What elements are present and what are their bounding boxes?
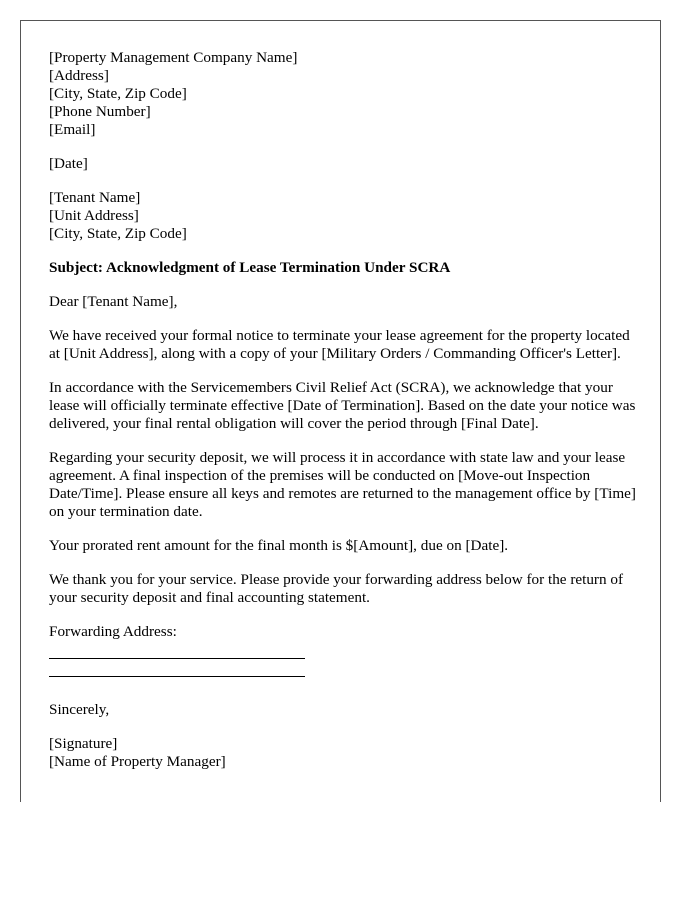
recipient-unit-address: [Unit Address] bbox=[49, 207, 139, 224]
closing-block bbox=[49, 701, 639, 719]
forwarding-address-section bbox=[49, 623, 639, 677]
date-block bbox=[49, 155, 639, 173]
letter-page bbox=[20, 20, 661, 802]
letter-date: [Date] bbox=[49, 155, 88, 172]
sender-email: [Email] bbox=[49, 121, 96, 138]
forwarding-address-line-1 bbox=[49, 641, 305, 659]
sender-company: [Property Management Company Name] bbox=[49, 49, 298, 66]
signature-block bbox=[49, 735, 639, 771]
closing: Sincerely, bbox=[49, 701, 110, 718]
manager-name: [Name of Property Manager] bbox=[49, 753, 226, 770]
paragraph-prorated-rent: Your prorated rent amount for the final month is $[Amount], due on [Date]. bbox=[49, 537, 509, 554]
signature-placeholder: [Signature] bbox=[49, 735, 118, 752]
sender-city-state-zip: [City, State, Zip Code] bbox=[49, 85, 187, 102]
forwarding-address-label: Forwarding Address: bbox=[49, 623, 177, 640]
paragraph-notice-received: We have received your formal notice to terminate your lease agreement for the property located at [Unit Address], along with a copy of your [Military Orders / Commanding Officer's Letter]. bbox=[49, 327, 630, 362]
sender-phone: [Phone Number] bbox=[49, 103, 151, 120]
subject-line: Subject: Acknowledgment of Lease Termination Under SCRA bbox=[49, 259, 451, 276]
recipient-name: [Tenant Name] bbox=[49, 189, 141, 206]
sender-block bbox=[49, 49, 639, 139]
paragraph-thank-you: We thank you for your service. Please provide your forwarding address below for the return of your security deposit and final accounting statement. bbox=[49, 571, 624, 606]
recipient-city-state-zip: [City, State, Zip Code] bbox=[49, 225, 187, 242]
recipient-block bbox=[49, 189, 639, 243]
letter-body bbox=[49, 49, 639, 787]
forwarding-address-line-2 bbox=[49, 659, 305, 677]
paragraph-security-deposit: Regarding your security deposit, we will process it in accordance with state law and your lease agreement. A final inspection of the premises will be conducted on [Move-out Inspection Date/Time]. Please ensure all keys and remotes are returned to the management office by [Time] on your termination date. bbox=[49, 449, 636, 520]
paragraph-termination-date: In accordance with the Servicemembers Civil Relief Act (SCRA), we acknowledge that your lease will officially terminate effective [Date of Termination]. Based on the date your notice was delivered, your final rental obligation will cover the period through [Final Date]. bbox=[49, 379, 636, 432]
sender-address: [Address] bbox=[49, 67, 109, 84]
salutation: Dear [Tenant Name], bbox=[49, 293, 178, 310]
